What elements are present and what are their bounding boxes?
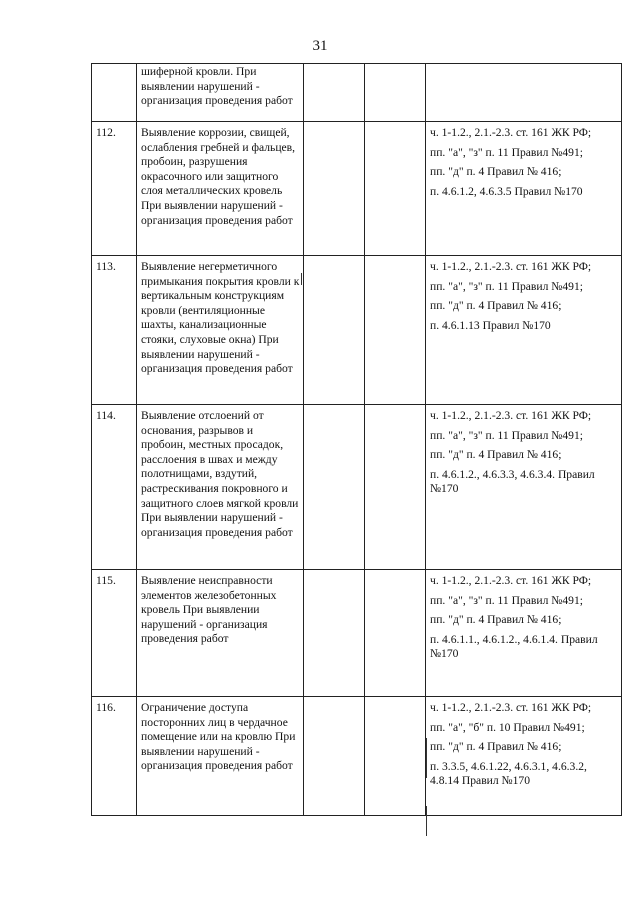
row-number: 113. — [92, 256, 137, 405]
row-number: 115. — [92, 570, 137, 697]
table-row — [92, 122, 622, 256]
legal-reference: пп. "а", "з" п. 11 Правил №491; — [430, 145, 583, 159]
row-number: 114. — [92, 405, 137, 570]
legal-reference: п. 4.6.1.2, 4.6.3.5 Правил №170 — [430, 184, 583, 198]
legal-reference: пп. "а", "з" п. 11 Правил №491; — [430, 593, 583, 607]
empty-cell — [304, 122, 365, 256]
row-number: 116. — [92, 697, 137, 816]
legal-reference: ч. 1-1.2., 2.1.-2.3. ст. 161 ЖК РФ; — [430, 574, 592, 587]
empty-cell — [304, 697, 365, 816]
legal-reference: пп. "д" п. 4 Правил № 416; — [430, 740, 562, 754]
legal-reference: пп. "а", "з" п. 11 Правил №491; — [430, 428, 583, 442]
empty-cell — [365, 122, 426, 256]
empty-cell — [304, 64, 365, 122]
legal-reference: п. 4.6.1.2., 4.6.3.3, 4.6.3.4. Правил №170 — [430, 467, 595, 496]
page-number: 31 — [312, 38, 328, 54]
row-legal-references — [426, 697, 622, 816]
legal-reference: ч. 1-1.2., 2.1.-2.3. ст. 161 ЖК РФ; — [430, 260, 592, 273]
table-row — [92, 570, 622, 697]
empty-cell — [304, 256, 365, 405]
scan-mark — [426, 806, 427, 836]
empty-cell — [304, 570, 365, 697]
legal-reference: ч. 1-1.2., 2.1.-2.3. ст. 161 ЖК РФ; — [430, 409, 592, 422]
row-description: Выявление негерметичного примыкания покрытия кровли к вертикальным конструкциям кровли (вентиляционные шахты, канализационные стояки, слуховые окна) При выявлении нарушений - организация проведения работ — [137, 256, 304, 405]
table-row — [92, 697, 622, 816]
legal-reference: пп. "а", "з" п. 11 Правил №491; — [430, 279, 583, 293]
empty-cell — [365, 570, 426, 697]
scan-mark — [301, 273, 302, 285]
legal-reference: пп. "д" п. 4 Правил № 416; — [430, 448, 562, 462]
legal-reference: ч. 1-1.2., 2.1.-2.3. ст. 161 ЖК РФ; — [430, 126, 592, 139]
legal-reference: пп. "а", "б" п. 10 Правил №491; — [430, 720, 585, 734]
row-legal-references — [426, 256, 622, 405]
row-description: Выявление неисправности элементов железобетонных кровель При выявлении нарушений - организация проведения работ — [137, 570, 304, 697]
scan-mark — [426, 738, 427, 778]
legal-reference: п. 4.6.1.1., 4.6.1.2., 4.6.1.4. Правил №170 — [430, 632, 598, 661]
legal-reference: пп. "д" п. 4 Правил № 416; — [430, 299, 562, 313]
row-number — [92, 64, 137, 122]
legal-reference: п. 4.6.1.13 Правил №170 — [430, 318, 551, 332]
row-legal-references — [426, 570, 622, 697]
empty-cell — [365, 64, 426, 122]
row-description: Выявление отслоений от основания, разрывов и пробоин, местных просадок, расслоения в швах и между полотнищами, вздутий, растрескивания покровного и защитного слоев мягкой кровли При выявлении нарушений - организация проведения работ — [137, 405, 304, 570]
table-row — [92, 64, 622, 122]
requirements-table — [91, 63, 622, 816]
row-description: Выявление коррозии, свищей, ослабления гребней и фальцев, пробоин, разрушения окрасочного или защитного слоя металлических кровель При выявлении нарушений - организация проведения работ — [137, 122, 304, 256]
row-legal-references — [426, 405, 622, 570]
row-legal-references — [426, 64, 622, 122]
empty-cell — [365, 256, 426, 405]
legal-reference: пп. "д" п. 4 Правил № 416; — [430, 165, 562, 179]
legal-reference: п. 3.3.5, 4.6.1.22, 4.6.3.1, 4.6.3.2, 4.8.14 Правил №170 — [430, 759, 587, 788]
empty-cell — [365, 697, 426, 816]
row-description: Ограничение доступа посторонних лиц в чердачное помещение или на кровлю При выявлении нарушений - организация проведения работ — [137, 697, 304, 816]
table-row — [92, 405, 622, 570]
empty-cell — [365, 405, 426, 570]
row-legal-references — [426, 122, 622, 256]
row-description: шиферной кровли. При выявлении нарушений - организация проведения работ — [137, 64, 304, 122]
legal-reference: ч. 1-1.2., 2.1.-2.3. ст. 161 ЖК РФ; — [430, 701, 592, 714]
table-row — [92, 256, 622, 405]
legal-reference: пп. "д" п. 4 Правил № 416; — [430, 613, 562, 627]
empty-cell — [304, 405, 365, 570]
row-number: 112. — [92, 122, 137, 256]
